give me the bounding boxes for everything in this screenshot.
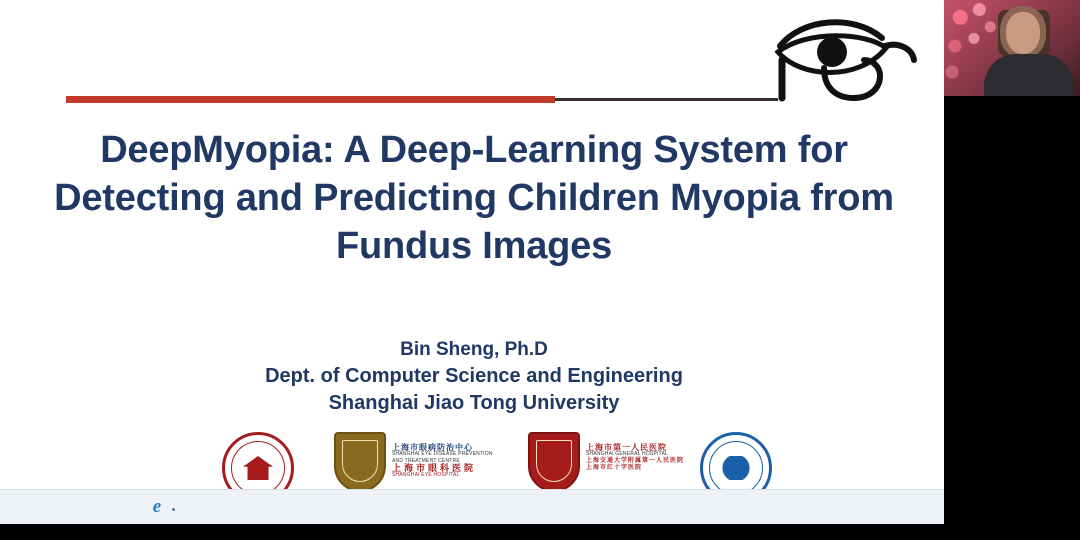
shanghai-eye-shield-icon <box>334 432 386 492</box>
shanghai-general-text <box>586 444 716 472</box>
shanghai-eye-en-line2: SHANGHAI EYE HOSPITAL <box>392 472 460 478</box>
shanghai-general-cn-line2: 上海交通大学附属第一人民医院 <box>586 458 685 464</box>
video-panel[interactable] <box>944 0 1080 540</box>
shanghai-general-cn-line3: 上海市红十字医院 <box>586 465 643 471</box>
shanghai-general-en-line1: SHANGHAI GENERAL HOSPITAL <box>586 451 668 457</box>
shanghai-general-shield-icon <box>528 432 580 492</box>
presenter-block <box>34 336 914 417</box>
video-person-body <box>984 54 1074 96</box>
shanghai-eye-text <box>392 444 522 479</box>
video-tile-presenter[interactable] <box>944 0 1080 96</box>
shanghai-eye-en-line1b: AND TREATMENT CENTRE <box>392 458 460 464</box>
shanghai-eye-cn-line2: 上海市眼科医院 <box>392 463 477 473</box>
taskbar[interactable] <box>0 489 944 524</box>
shanghai-eye-en-line1: SHANGHAI EYE DISEASE PREVENTION <box>392 451 493 457</box>
taskbar-running-indicator <box>172 508 175 511</box>
shanghai-general-cn-line1: 上海市第一人民医院 <box>586 443 667 452</box>
presenter-department: Dept. of Computer Science and Engineering <box>265 365 683 387</box>
slide-title: DeepMyopia: A Deep-Learning System for Detecting and Predicting Children Myopia from Fundus Images <box>54 129 894 267</box>
divider-red-segment <box>66 96 555 103</box>
title-divider-rule <box>66 96 778 103</box>
video-person-face <box>1006 12 1040 54</box>
internet-explorer-icon[interactable]: e <box>152 496 162 517</box>
divider-dark-segment <box>555 98 778 101</box>
presenter-name: Bin Sheng, Ph.D <box>400 339 548 360</box>
eye-of-horus-icon <box>762 2 922 102</box>
shanghai-eye-cn-line1: 上海市眼病防治中心 <box>392 443 473 452</box>
presenter-institution: Shanghai Jiao Tong University <box>328 392 620 414</box>
